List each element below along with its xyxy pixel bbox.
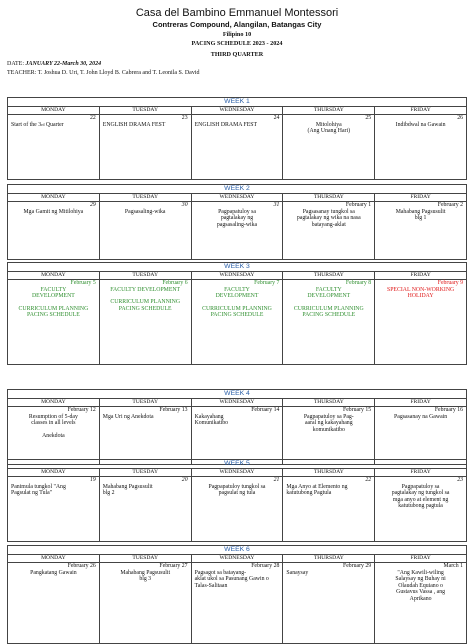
activity-text: Start of the 3rd Quarter <box>11 121 64 128</box>
day-cell <box>8 280 100 365</box>
activity-text: Olaudah Equiano o <box>398 582 443 589</box>
activity-text: Resumption of 5-day <box>28 413 78 420</box>
day-header: TUESDAY <box>99 272 191 280</box>
day-header: TUESDAY <box>99 469 191 477</box>
day-header: MONDAY <box>8 469 100 477</box>
activity-text: Pagpapatuloy sa <box>218 208 256 215</box>
date-number: 20 <box>181 477 188 483</box>
day-cell <box>99 563 191 644</box>
week-table <box>7 97 467 180</box>
day-cell <box>99 407 191 465</box>
week-label: WEEK 4 <box>8 390 467 399</box>
activity-text: (Ang Unang Hari) <box>307 128 351 135</box>
activity-text: Mga Anyo at Elemento ng <box>286 483 348 490</box>
week-table <box>7 389 467 465</box>
day-header: THURSDAY <box>283 469 375 477</box>
date-number: February 28 <box>251 563 280 569</box>
date-label: DATE: <box>7 61 24 67</box>
week-table <box>7 545 467 644</box>
day-header: FRIDAY <box>375 555 467 563</box>
activity-text: Anekdota <box>42 432 65 439</box>
activity-text: Mahabang Pagsusulit <box>102 483 153 490</box>
activity-text: SPECIAL NON-WORKING <box>386 286 455 293</box>
date-number: 23 <box>457 477 463 483</box>
date-number: February 15 <box>343 407 372 413</box>
activity-text: ENGLISH DRAMA FEST <box>194 121 258 128</box>
date-number: 30 <box>181 202 188 208</box>
activity-text: DEVELOPMENT <box>307 293 351 300</box>
activity-text: Aprikano <box>409 595 432 602</box>
day-cell <box>191 477 283 542</box>
activity-text: Sanaysay <box>286 569 309 576</box>
activity-text: HOLIDAY <box>407 293 434 300</box>
date-line <box>7 61 101 67</box>
activity-text: Salaysay ng Buhay ni <box>395 576 446 583</box>
activity-text: blg 3 <box>139 576 152 583</box>
day-header: MONDAY <box>8 555 100 563</box>
date-number: March 1 <box>443 563 463 569</box>
day-header: THURSDAY <box>283 555 375 563</box>
day-cell <box>8 202 100 260</box>
activity-text: katutubong Pagtula <box>286 490 332 497</box>
week-label: WEEK 3 <box>8 263 467 272</box>
activity-text: Pagsasaling-wika <box>124 208 166 215</box>
activity-text: Pagsulat ng Tula" <box>11 490 53 497</box>
date-number: February 12 <box>67 407 96 413</box>
day-header: THURSDAY <box>283 272 375 280</box>
activity-text: FACULTY <box>315 286 342 293</box>
date-number: 22 <box>365 477 372 483</box>
activity-text: CURRICULUM PLANNING <box>110 299 181 306</box>
day-header: TUESDAY <box>99 555 191 563</box>
day-header: WEDNESDAY <box>191 399 283 407</box>
activity-text: FACULTY <box>224 286 250 293</box>
day-cell <box>8 563 100 644</box>
teacher-value: T. Joshua D. Uri, T. John Lloyd B. Cabrera and T. Leonila S. David <box>37 70 200 76</box>
activity-text: Pagsagot sa batayang- <box>194 569 247 576</box>
activity-text: "Ang Kawili-wiling <box>397 569 444 576</box>
subject-title: Filipino 10 <box>222 31 252 38</box>
activity-text: Mga Uri ng Anekdota <box>102 413 154 420</box>
activity-text: blg 2 <box>102 490 115 497</box>
activity-text: pagtalakay ng tungkol sa <box>391 490 450 497</box>
activity-text: mga anyo at element ng <box>392 496 449 503</box>
week-label: WEEK 6 <box>8 546 467 555</box>
day-cell <box>283 115 375 180</box>
date-number: 29 <box>90 202 96 208</box>
day-header: MONDAY <box>8 272 100 280</box>
activity-text: classes in all levels <box>31 420 76 427</box>
activity-text: aklat ukol sa Pasunang Gawin o <box>194 576 269 583</box>
date-number: February 29 <box>343 563 372 569</box>
date-number: February 7 <box>254 280 280 286</box>
day-header: WEDNESDAY <box>191 194 283 202</box>
day-header: THURSDAY <box>283 107 375 115</box>
date-number: 24 <box>273 115 280 121</box>
activity-text: aaral ng kakayahang <box>304 420 353 427</box>
activity-text: Pagpapatuloy sa <box>401 483 440 490</box>
day-cell <box>283 563 375 644</box>
activity-text: Pagpapatuloy sa Pag- <box>303 413 354 420</box>
day-header: THURSDAY <box>283 194 375 202</box>
activity-text: ENGLISH DRAMA FEST <box>102 121 166 128</box>
day-cell <box>191 407 283 465</box>
date-number: February 26 <box>67 563 96 569</box>
activity-text: Mahabang Pagsusulit <box>395 208 446 215</box>
date-number: 22 <box>90 115 96 121</box>
day-header: TUESDAY <box>99 194 191 202</box>
date-number: February 27 <box>159 563 188 569</box>
activity-text: Talas-Salitaan <box>194 582 228 589</box>
activity-text: Mga Gamit ng Mitilohiya <box>23 208 84 215</box>
date-number: February 9 <box>437 280 463 286</box>
date-number: 19 <box>90 477 96 483</box>
week-label: WEEK 5 <box>8 460 467 469</box>
day-header: WEDNESDAY <box>191 469 283 477</box>
day-cell <box>8 407 100 465</box>
date-number: February 8 <box>345 280 372 286</box>
activity-text: CURRICULUM PLANNING <box>202 305 272 312</box>
day-cell <box>99 477 191 542</box>
day-header: WEDNESDAY <box>191 272 283 280</box>
date-number: February 16 <box>434 407 463 413</box>
day-header: FRIDAY <box>375 272 467 280</box>
day-cell <box>283 202 375 260</box>
day-cell <box>8 115 100 180</box>
date-number: February 5 <box>70 280 96 286</box>
day-header: FRIDAY <box>375 194 467 202</box>
date-value: JANUARY 22-March 30, 2024 <box>25 61 102 67</box>
date-number: February 1 <box>345 202 372 208</box>
day-header: TUESDAY <box>99 107 191 115</box>
day-header: FRIDAY <box>375 469 467 477</box>
teacher-label: TEACHER: <box>7 70 37 76</box>
activity-text: Pagpapatuloy tungkol sa <box>208 483 266 490</box>
activity-text: Pagsasanay na Gawain <box>394 413 448 420</box>
date-number: February 6 <box>162 280 188 286</box>
activity-text: pagtalakay ng <box>220 215 254 222</box>
activity-text: PACING SCHEDULE <box>210 312 264 319</box>
activity-text: Mahabang Pagsusulit <box>120 569 171 576</box>
day-header: WEDNESDAY <box>191 555 283 563</box>
activity-text: Komunikatibo <box>194 420 229 427</box>
school-address: Contreras Compound, Alangilan, Batangas City <box>152 20 322 29</box>
date-number: 21 <box>273 477 280 483</box>
date-number: 23 <box>181 115 188 121</box>
day-cell <box>191 563 283 644</box>
activity-text: Mitolohiya <box>315 121 342 128</box>
day-header: MONDAY <box>8 399 100 407</box>
activity-text: katutubong pagtula <box>398 503 443 510</box>
date-number: February 2 <box>437 202 463 208</box>
quarter-title: THIRD QUARTER <box>210 51 264 58</box>
day-cell <box>99 280 191 365</box>
day-cell <box>375 477 467 542</box>
day-header: FRIDAY <box>375 107 467 115</box>
day-cell <box>191 280 283 365</box>
activity-text: PACING SCHEDULE <box>302 312 356 319</box>
day-header: MONDAY <box>8 194 100 202</box>
activity-text: pagsulat ng tula <box>218 490 256 497</box>
date-number: 26 <box>457 115 463 121</box>
activity-text: FACULTY <box>40 286 67 293</box>
day-cell <box>283 477 375 542</box>
date-number: February 14 <box>251 407 280 413</box>
activity-text: CURRICULUM PLANNING <box>293 305 364 312</box>
week-label: WEEK 1 <box>8 98 467 107</box>
activity-text: FACULTY DEVELOPMENT <box>110 286 181 293</box>
activity-text: PACING SCHEDULE <box>118 305 172 312</box>
week-table <box>7 459 467 542</box>
activity-text: Pangkatang Gawain <box>30 569 77 576</box>
day-cell <box>375 202 467 260</box>
activity-text: blg 1 <box>414 215 427 222</box>
activity-text: Panimula tungkol "Ang <box>11 483 66 490</box>
day-cell <box>283 407 375 465</box>
teacher-line <box>7 70 200 76</box>
activity-text: Indibdwal na Gawain <box>395 121 446 128</box>
activity-text: Pagsasanay tungkol sa <box>302 208 355 215</box>
day-cell <box>375 563 467 644</box>
day-cell <box>375 407 467 465</box>
day-header: TUESDAY <box>99 399 191 407</box>
activity-text: komunikatibo <box>312 426 345 433</box>
date-number: February 13 <box>159 407 188 413</box>
schedule-title: PACING SCHEDULE 2023 - 2024 <box>191 40 283 47</box>
date-number: 31 <box>273 202 280 208</box>
week-table <box>7 262 467 365</box>
activity-text: DEVELOPMENT <box>31 293 75 300</box>
week-table <box>7 184 467 260</box>
day-cell <box>283 280 375 365</box>
day-cell <box>191 115 283 180</box>
school-name: Casa del Bambino Emmanuel Montessori <box>135 7 339 19</box>
day-header: FRIDAY <box>375 399 467 407</box>
day-cell <box>191 202 283 260</box>
activity-text: Gustavus Vassa , ang <box>396 589 446 596</box>
activity-text: pagsasaling-wika <box>216 221 258 228</box>
day-header: THURSDAY <box>283 399 375 407</box>
day-cell <box>375 280 467 365</box>
day-cell <box>99 115 191 180</box>
day-cell <box>99 202 191 260</box>
activity-text: Kakayahang <box>194 413 224 420</box>
day-cell <box>8 477 100 542</box>
activity-text: PACING SCHEDULE <box>27 312 80 319</box>
week-label: WEEK 2 <box>8 185 467 194</box>
day-cell <box>375 115 467 180</box>
day-header: WEDNESDAY <box>191 107 283 115</box>
activity-text: DEVELOPMENT <box>215 293 259 300</box>
activity-text: batayang-aklat <box>311 221 346 228</box>
activity-text: pagtalakay ng wika na nasa <box>296 215 361 222</box>
day-header: MONDAY <box>8 107 100 115</box>
date-number: 25 <box>365 115 372 121</box>
activity-text: CURRICULUM PLANNING <box>18 305 89 312</box>
